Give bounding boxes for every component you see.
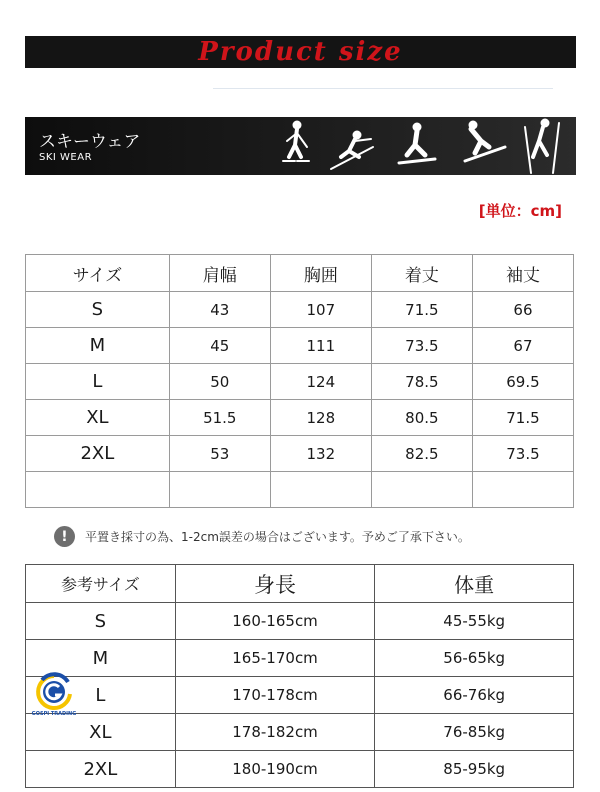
- table-row: [26, 400, 574, 436]
- header-reference-size: 参考サイズ: [26, 565, 176, 603]
- table-cell: M: [26, 640, 176, 677]
- divider-line: [213, 88, 553, 89]
- table-cell: 71.5: [472, 400, 573, 436]
- empty-cell: [26, 472, 170, 508]
- table-cell: M: [26, 328, 170, 364]
- empty-cell: [472, 472, 573, 508]
- table-row: [26, 364, 574, 400]
- table-cell: 51.5: [169, 400, 270, 436]
- product-size-banner: [25, 36, 576, 68]
- table-row: [26, 436, 574, 472]
- reference-table-header-row: [26, 565, 574, 603]
- table-cell: S: [26, 603, 176, 640]
- table-cell: 128: [270, 400, 371, 436]
- table-cell: 43: [169, 292, 270, 328]
- table-cell: 45: [169, 328, 270, 364]
- measurement-note: [54, 526, 470, 547]
- table-row: [26, 603, 574, 640]
- logo-text: GOSPI TRADING: [31, 711, 77, 717]
- table-cell: 132: [270, 436, 371, 472]
- table-cell: 107: [270, 292, 371, 328]
- table-cell: 53: [169, 436, 270, 472]
- header-size: サイズ: [26, 255, 170, 292]
- size-table-header-row: [26, 255, 574, 292]
- table-row: [26, 328, 574, 364]
- size-table: [25, 254, 574, 508]
- reference-size-table: [25, 564, 574, 788]
- table-cell: 73.5: [472, 436, 573, 472]
- table-row: [26, 640, 574, 677]
- table-cell: 76-85kg: [375, 714, 574, 751]
- table-cell: 85-95kg: [375, 751, 574, 788]
- header-sleeve: 袖丈: [472, 255, 573, 292]
- table-cell: 160-165cm: [175, 603, 375, 640]
- note-text: 平置き採寸の為、1-2cm誤差の場合はございます。予めご了承下さい。: [85, 530, 470, 544]
- table-cell: 124: [270, 364, 371, 400]
- table-row: [26, 677, 574, 714]
- header-shoulder-width: 肩幅: [169, 255, 270, 292]
- skier-silhouettes-illustration: [275, 117, 575, 175]
- header-length: 着丈: [371, 255, 472, 292]
- ski-banner-title: スキーウェア: [39, 132, 141, 152]
- table-cell: L: [26, 677, 176, 714]
- table-cell: 2XL: [26, 436, 170, 472]
- table-cell: 71.5: [371, 292, 472, 328]
- table-cell: 165-170cm: [175, 640, 375, 677]
- table-cell: 178-182cm: [175, 714, 375, 751]
- table-cell: XL: [26, 400, 170, 436]
- table-row: [26, 714, 574, 751]
- table-cell: S: [26, 292, 170, 328]
- header-height: 身長: [175, 565, 375, 603]
- banner-title: Product size: [198, 37, 403, 67]
- table-cell: 80.5: [371, 400, 472, 436]
- table-cell: 66-76kg: [375, 677, 574, 714]
- ski-wear-banner: [25, 117, 576, 175]
- table-cell: 66: [472, 292, 573, 328]
- table-cell: XL: [26, 714, 176, 751]
- exclamation-icon: !: [54, 526, 75, 547]
- table-cell: L: [26, 364, 170, 400]
- table-row: [26, 751, 574, 788]
- table-row: [26, 292, 574, 328]
- table-cell: 2XL: [26, 751, 176, 788]
- table-cell: 78.5: [371, 364, 472, 400]
- header-chest: 胸囲: [270, 255, 371, 292]
- empty-table-row: [26, 472, 574, 508]
- header-weight: 体重: [375, 565, 574, 603]
- empty-cell: [371, 472, 472, 508]
- unit-label: [単位：cm]: [478, 202, 562, 220]
- empty-cell: [270, 472, 371, 508]
- table-cell: 170-178cm: [175, 677, 375, 714]
- empty-cell: [169, 472, 270, 508]
- table-cell: 69.5: [472, 364, 573, 400]
- table-cell: 111: [270, 328, 371, 364]
- table-cell: 56-65kg: [375, 640, 574, 677]
- ski-banner-subtitle: SKI WEAR: [39, 152, 93, 163]
- table-cell: 73.5: [371, 328, 472, 364]
- table-cell: 67: [472, 328, 573, 364]
- table-cell: 82.5: [371, 436, 472, 472]
- table-cell: 45-55kg: [375, 603, 574, 640]
- table-cell: 50: [169, 364, 270, 400]
- table-cell: 180-190cm: [175, 751, 375, 788]
- gospi-trading-logo: [24, 672, 84, 718]
